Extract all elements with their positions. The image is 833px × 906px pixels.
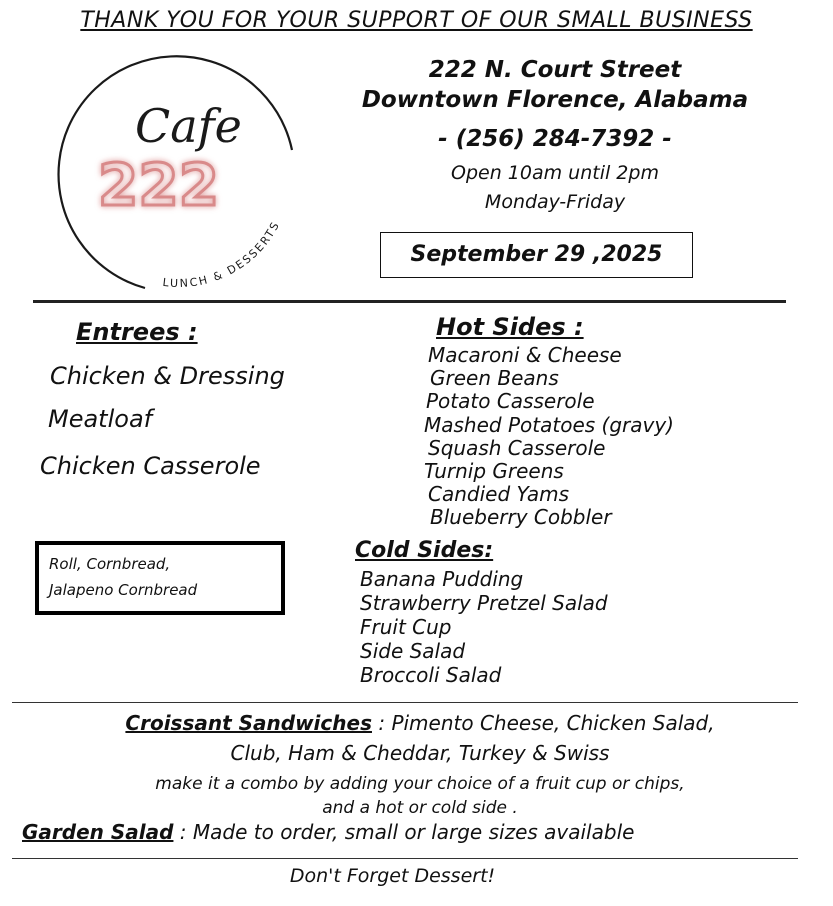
cold-sides-title: Cold Sides: [355, 538, 494, 563]
opening-days: Monday-Friday [484, 191, 626, 213]
logo-number-text: 222 [98, 151, 220, 219]
hot-side-item: Squash Casserole [428, 435, 606, 460]
garden-salad-line [22, 820, 822, 844]
hot-sides-title: Hot Sides : [436, 313, 584, 341]
entree-item: Chicken & Dressing [50, 362, 285, 390]
city-address: Downtown Florence, Alabama [361, 87, 749, 113]
hot-side-item: Mashed Potatoes (gravy) [424, 412, 674, 437]
logo-tagline: LUNCH & DESSERTS [161, 218, 283, 291]
header-divider [33, 300, 786, 303]
footer-divider [12, 858, 798, 859]
combo-note [30, 772, 810, 820]
logo-graphic [40, 50, 305, 295]
croissant-title: Croissant Sandwiches [125, 711, 372, 735]
breads-line: Roll, Cornbread, [49, 555, 171, 573]
croissant-line [30, 708, 810, 738]
breads-box [35, 541, 285, 615]
garden-salad-separator: : [173, 820, 193, 844]
cold-side-item: Banana Pudding [360, 567, 524, 591]
cold-sides-list [360, 567, 608, 687]
opening-hours: Open 10am until 2pm [451, 162, 659, 184]
croissant-separator: : [371, 711, 392, 735]
cold-side-item: Broccoli Salad [360, 663, 502, 687]
hot-side-item: Potato Casserole [426, 389, 595, 414]
hot-side-item: Turnip Greens [424, 459, 564, 484]
hot-side-item: Green Beans [430, 366, 559, 391]
address-block [320, 55, 790, 217]
entree-item: Meatloaf [48, 405, 153, 433]
street-address: 222 N. Court Street [428, 57, 682, 83]
cold-side-item: Fruit Cup [360, 615, 452, 639]
entrees-title: Entrees : [76, 318, 198, 346]
croissant-options-1: Pimento Cheese, Chicken Salad, [391, 711, 715, 735]
breads-line: Jalapeno Cornbread [49, 581, 198, 599]
thank-you-banner: THANK YOU FOR YOUR SUPPORT OF OUR SMALL BUSINESS [80, 8, 753, 33]
croissant-section [30, 708, 810, 768]
hot-side-item: Macaroni & Cheese [428, 343, 622, 367]
cold-side-item: Side Salad [360, 639, 466, 663]
combo-line: make it a combo by adding your choice of a fruit cup or chips, [155, 774, 685, 794]
combo-line: and a hot or cold side . [322, 798, 518, 818]
hot-side-item: Blueberry Cobbler [430, 505, 612, 530]
cafe-222-logo [40, 50, 305, 295]
croissant-options-2: Club, Ham & Cheddar, Turkey & Swiss [230, 741, 610, 765]
hot-side-item: Candied Yams [428, 482, 570, 507]
entree-item: Chicken Casserole [40, 452, 261, 480]
cold-side-item: Strawberry Pretzel Salad [360, 591, 608, 615]
dessert-reminder: Don't Forget Dessert! [289, 865, 496, 887]
logo-cafe-text: Cafe [135, 99, 242, 153]
section-divider [12, 702, 798, 703]
garden-salad-text: Made to order, small or large sizes available [192, 820, 635, 844]
menu-date: September 29 ,2025 [380, 232, 693, 278]
hot-sides-list [424, 344, 674, 530]
garden-salad-title: Garden Salad [22, 820, 174, 844]
phone-number: - (256) 284-7392 - [438, 126, 672, 152]
